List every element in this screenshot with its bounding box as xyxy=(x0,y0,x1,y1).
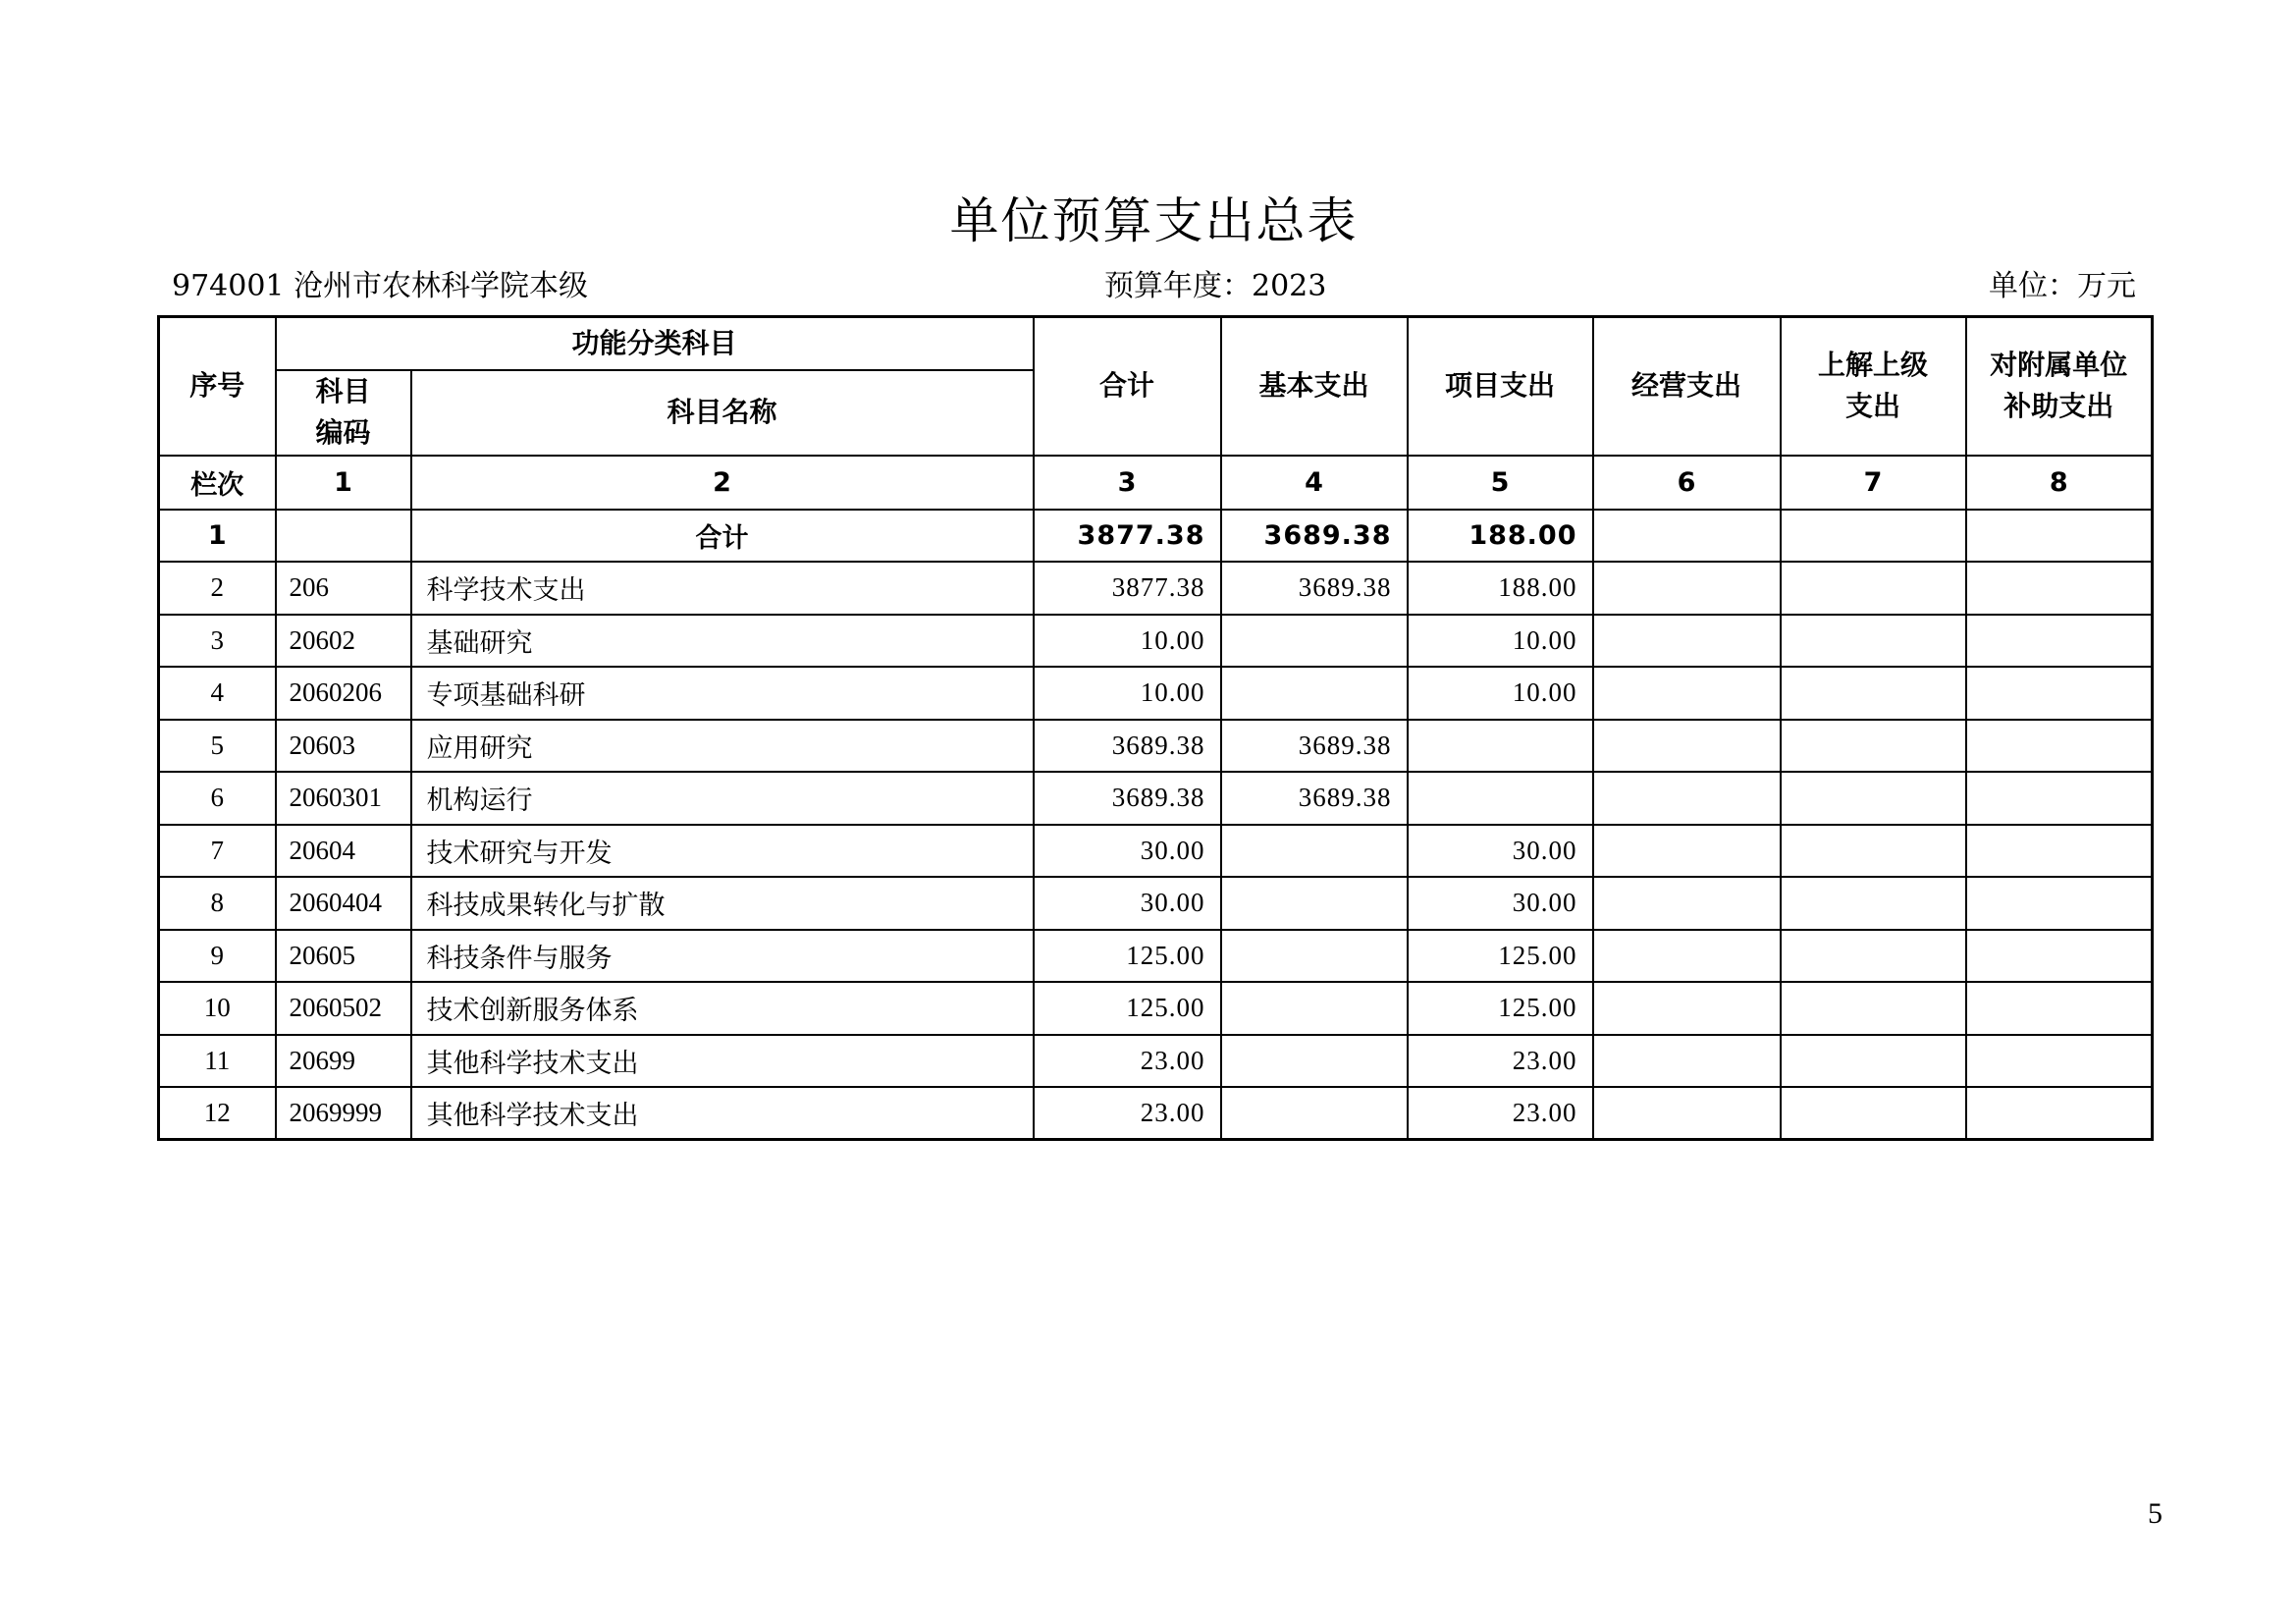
subject-code-cell: 20604 xyxy=(276,825,411,878)
total-cell: 125.00 xyxy=(1034,982,1221,1035)
basic-expenditure-cell: 3689.38 xyxy=(1221,510,1408,563)
subject-code-cell: 20603 xyxy=(276,720,411,773)
table-row xyxy=(159,1087,2153,1140)
total-cell: 10.00 xyxy=(1034,667,1221,720)
project-expenditure-cell: 30.00 xyxy=(1408,825,1593,878)
total-cell: 23.00 xyxy=(1034,1035,1221,1088)
subsidy-cell xyxy=(1966,930,2153,983)
subject-code-cell: 2060206 xyxy=(276,667,411,720)
currency-unit: 单位：万元 xyxy=(1989,269,2136,303)
header-seq: 序号 xyxy=(159,317,276,456)
header-subject-name: 科目名称 xyxy=(411,370,1034,456)
seq-cell: 10 xyxy=(159,982,276,1035)
seq-cell: 7 xyxy=(159,825,276,878)
budget-expenditure-table xyxy=(157,315,2154,1141)
subject-code-cell xyxy=(276,510,411,563)
subsidy-cell xyxy=(1966,615,2153,668)
subsidy-cell xyxy=(1966,720,2153,773)
subject-code-cell: 206 xyxy=(276,562,411,615)
table-header xyxy=(159,317,2153,456)
column-index-row xyxy=(159,456,2153,510)
subject-name-cell: 技术研究与开发 xyxy=(411,825,1034,878)
subsidy-cell xyxy=(1966,772,2153,825)
index-cell: 6 xyxy=(1593,456,1781,510)
total-cell: 3877.38 xyxy=(1034,510,1221,563)
total-row xyxy=(159,510,2153,563)
remit-cell xyxy=(1781,510,1966,563)
header-remit-to-superior: 上解上级 支出 xyxy=(1781,317,1966,456)
basic-expenditure-cell xyxy=(1221,825,1408,878)
business-expenditure-cell xyxy=(1593,562,1781,615)
subsidy-cell xyxy=(1966,877,2153,930)
business-expenditure-cell xyxy=(1593,510,1781,563)
business-expenditure-cell xyxy=(1593,1035,1781,1088)
project-expenditure-cell: 30.00 xyxy=(1408,877,1593,930)
seq-cell: 9 xyxy=(159,930,276,983)
header-basic-expenditure: 基本支出 xyxy=(1221,317,1408,456)
subject-code-cell: 20602 xyxy=(276,615,411,668)
business-expenditure-cell xyxy=(1593,982,1781,1035)
seq-cell: 1 xyxy=(159,510,276,563)
seq-cell: 5 xyxy=(159,720,276,773)
basic-expenditure-cell xyxy=(1221,1087,1408,1140)
basic-expenditure-cell: 3689.38 xyxy=(1221,720,1408,773)
table-row xyxy=(159,982,2153,1035)
header-function-category: 功能分类科目 xyxy=(276,317,1034,370)
index-cell: 8 xyxy=(1966,456,2153,510)
business-expenditure-cell xyxy=(1593,877,1781,930)
page-title: 单位预算支出总表 xyxy=(949,192,1359,249)
subsidy-cell xyxy=(1966,510,2153,563)
subsidy-cell xyxy=(1966,1087,2153,1140)
remit-cell xyxy=(1781,877,1966,930)
page-number: 5 xyxy=(2148,1497,2163,1530)
table-row xyxy=(159,1035,2153,1088)
subject-name-cell: 应用研究 xyxy=(411,720,1034,773)
subject-code-cell: 20605 xyxy=(276,930,411,983)
seq-cell: 11 xyxy=(159,1035,276,1088)
seq-cell: 3 xyxy=(159,615,276,668)
table-row xyxy=(159,720,2153,773)
remit-cell xyxy=(1781,1087,1966,1140)
project-expenditure-cell: 10.00 xyxy=(1408,615,1593,668)
remit-cell xyxy=(1781,667,1966,720)
subsidy-cell xyxy=(1966,982,2153,1035)
table-row xyxy=(159,825,2153,878)
header-project-expenditure: 项目支出 xyxy=(1408,317,1593,456)
subject-name-cell: 合计 xyxy=(411,510,1034,563)
business-expenditure-cell xyxy=(1593,615,1781,668)
seq-cell: 4 xyxy=(159,667,276,720)
remit-cell xyxy=(1781,720,1966,773)
table-row xyxy=(159,667,2153,720)
index-cell: 7 xyxy=(1781,456,1966,510)
basic-expenditure-cell xyxy=(1221,667,1408,720)
basic-expenditure-cell: 3689.38 xyxy=(1221,562,1408,615)
index-cell: 3 xyxy=(1034,456,1221,510)
total-cell: 3689.38 xyxy=(1034,772,1221,825)
seq-cell: 2 xyxy=(159,562,276,615)
basic-expenditure-cell xyxy=(1221,1035,1408,1088)
seq-cell: 8 xyxy=(159,877,276,930)
total-cell: 125.00 xyxy=(1034,930,1221,983)
remit-cell xyxy=(1781,562,1966,615)
total-cell: 3689.38 xyxy=(1034,720,1221,773)
table-body xyxy=(159,456,2153,1140)
header-total: 合计 xyxy=(1034,317,1221,456)
index-cell: 1 xyxy=(276,456,411,510)
subject-name-cell: 基础研究 xyxy=(411,615,1034,668)
table-row xyxy=(159,772,2153,825)
project-expenditure-cell xyxy=(1408,772,1593,825)
subject-code-cell: 2060404 xyxy=(276,877,411,930)
subject-code-cell: 2060502 xyxy=(276,982,411,1035)
unit-code-name: 974001 沧州市农林科学院本级 xyxy=(172,269,589,303)
header-subsidy-to-affiliates: 对附属单位 补助支出 xyxy=(1966,317,2153,456)
project-expenditure-cell: 125.00 xyxy=(1408,930,1593,983)
business-expenditure-cell xyxy=(1593,772,1781,825)
remit-cell xyxy=(1781,930,1966,983)
seq-cell: 6 xyxy=(159,772,276,825)
project-expenditure-cell: 10.00 xyxy=(1408,667,1593,720)
header-subject-code: 科目 编码 xyxy=(276,370,411,456)
subject-name-cell: 科技条件与服务 xyxy=(411,930,1034,983)
remit-cell xyxy=(1781,1035,1966,1088)
remit-cell xyxy=(1781,772,1966,825)
remit-cell xyxy=(1781,825,1966,878)
subject-name-cell: 其他科学技术支出 xyxy=(411,1035,1034,1088)
remit-cell xyxy=(1781,982,1966,1035)
subject-name-cell: 其他科学技术支出 xyxy=(411,1087,1034,1140)
subject-name-cell: 科学技术支出 xyxy=(411,562,1034,615)
business-expenditure-cell xyxy=(1593,1087,1781,1140)
project-expenditure-cell xyxy=(1408,720,1593,773)
seq-cell: 12 xyxy=(159,1087,276,1140)
index-cell: 4 xyxy=(1221,456,1408,510)
table-row xyxy=(159,615,2153,668)
subject-code-cell: 20699 xyxy=(276,1035,411,1088)
budget-year: 预算年度：2023 xyxy=(1104,269,1327,303)
header-business-expenditure: 经营支出 xyxy=(1593,317,1781,456)
total-cell: 3877.38 xyxy=(1034,562,1221,615)
header-row-1 xyxy=(159,317,2153,370)
subsidy-cell xyxy=(1966,667,2153,720)
table-row xyxy=(159,877,2153,930)
table-row xyxy=(159,930,2153,983)
subject-name-cell: 科技成果转化与扩散 xyxy=(411,877,1034,930)
index-label: 栏次 xyxy=(159,456,276,510)
business-expenditure-cell xyxy=(1593,930,1781,983)
subject-code-cell: 2069999 xyxy=(276,1087,411,1140)
total-cell: 30.00 xyxy=(1034,877,1221,930)
project-expenditure-cell: 188.00 xyxy=(1408,562,1593,615)
subject-name-cell: 专项基础科研 xyxy=(411,667,1034,720)
business-expenditure-cell xyxy=(1593,825,1781,878)
total-cell: 10.00 xyxy=(1034,615,1221,668)
index-cell: 2 xyxy=(411,456,1034,510)
subject-name-cell: 技术创新服务体系 xyxy=(411,982,1034,1035)
index-cell: 5 xyxy=(1408,456,1593,510)
business-expenditure-cell xyxy=(1593,667,1781,720)
subject-name-cell: 机构运行 xyxy=(411,772,1034,825)
table-row xyxy=(159,562,2153,615)
total-cell: 30.00 xyxy=(1034,825,1221,878)
business-expenditure-cell xyxy=(1593,720,1781,773)
subject-code-cell: 2060301 xyxy=(276,772,411,825)
basic-expenditure-cell xyxy=(1221,877,1408,930)
subsidy-cell xyxy=(1966,562,2153,615)
total-cell: 23.00 xyxy=(1034,1087,1221,1140)
project-expenditure-cell: 23.00 xyxy=(1408,1035,1593,1088)
basic-expenditure-cell xyxy=(1221,982,1408,1035)
subsidy-cell xyxy=(1966,1035,2153,1088)
basic-expenditure-cell: 3689.38 xyxy=(1221,772,1408,825)
basic-expenditure-cell xyxy=(1221,615,1408,668)
project-expenditure-cell: 23.00 xyxy=(1408,1087,1593,1140)
project-expenditure-cell: 188.00 xyxy=(1408,510,1593,563)
remit-cell xyxy=(1781,615,1966,668)
subsidy-cell xyxy=(1966,825,2153,878)
basic-expenditure-cell xyxy=(1221,930,1408,983)
project-expenditure-cell: 125.00 xyxy=(1408,982,1593,1035)
